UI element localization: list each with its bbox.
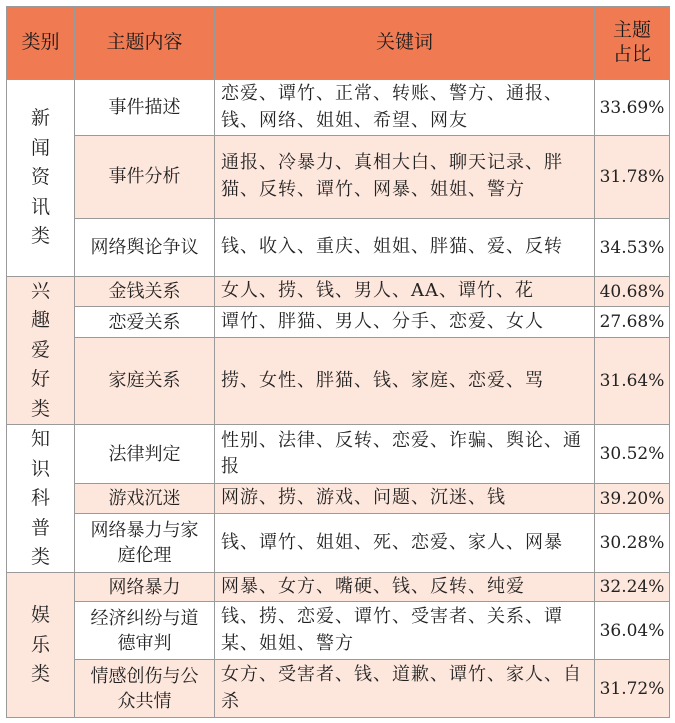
share-cell: 32.24%	[595, 573, 670, 602]
keywords-cell: 捞、女性、胖猫、钱、家庭、恋爱、骂	[215, 337, 595, 424]
topic-cell: 情感创伤与公众共情	[75, 660, 215, 718]
keywords-cell: 女人、捞、钱、男人、AA、谭竹、花	[215, 277, 595, 307]
table-row	[7, 573, 670, 602]
keywords-cell: 网游、捞、游戏、问题、沉迷、钱	[215, 484, 595, 514]
category-cell	[7, 425, 75, 573]
category-label: 新闻资讯类	[30, 107, 50, 248]
share-cell: 30.28%	[595, 514, 670, 573]
header-share-line1: 主题	[612, 19, 651, 42]
table-row	[7, 514, 670, 573]
keywords-cell: 女方、受害者、钱、道歉、谭竹、家人、自杀	[215, 660, 595, 718]
table-row	[7, 602, 670, 660]
table-row	[7, 136, 670, 219]
share-cell: 31.78%	[595, 136, 670, 219]
header-share	[595, 7, 670, 80]
table-row	[7, 484, 670, 514]
share-cell: 39.20%	[595, 484, 670, 514]
header-keywords: 关键词	[215, 7, 595, 80]
keywords-cell: 通报、冷暴力、真相大白、聊天记录、胖猫、反转、谭竹、网暴、姐姐、警方	[215, 136, 595, 219]
keywords-cell: 钱、捞、恋爱、谭竹、受害者、关系、谭某、姐姐、警方	[215, 602, 595, 660]
topic-table	[6, 6, 670, 718]
share-cell: 31.72%	[595, 660, 670, 718]
topic-cell: 经济纠纷与道德审判	[75, 602, 215, 660]
table-row	[7, 219, 670, 277]
table-row	[7, 307, 670, 337]
share-cell: 36.04%	[595, 602, 670, 660]
keywords-cell: 钱、谭竹、姐姐、死、恋爱、家人、网暴	[215, 514, 595, 573]
topic-cell: 事件分析	[75, 136, 215, 219]
table-row	[7, 660, 670, 718]
table-row	[7, 337, 670, 424]
share-cell: 34.53%	[595, 219, 670, 277]
topic-cell: 事件描述	[75, 80, 215, 136]
keywords-cell: 性别、法律、反转、恋爱、诈骗、舆论、通报	[215, 425, 595, 484]
keywords-cell: 钱、收入、重庆、姐姐、胖猫、爱、反转	[215, 219, 595, 277]
keywords-cell: 谭竹、胖猫、男人、分手、恋爱、女人	[215, 307, 595, 337]
topic-cell: 游戏沉迷	[75, 484, 215, 514]
topic-cell: 家庭关系	[75, 337, 215, 424]
share-cell: 33.69%	[595, 80, 670, 136]
category-label: 娱乐类	[30, 604, 50, 686]
topic-cell: 网络舆论争议	[75, 219, 215, 277]
table-row	[7, 277, 670, 307]
share-cell: 40.68%	[595, 277, 670, 307]
header-topic: 主题内容	[75, 7, 215, 80]
category-cell	[7, 80, 75, 277]
category-cell	[7, 277, 75, 425]
header-row	[7, 7, 670, 80]
table-row	[7, 80, 670, 136]
topic-cell: 网络暴力与家庭伦理	[75, 514, 215, 573]
share-cell: 30.52%	[595, 425, 670, 484]
category-label: 兴趣爱好类	[30, 280, 50, 420]
header-share-line2: 占比	[612, 43, 651, 65]
topic-cell: 金钱关系	[75, 277, 215, 307]
table-row	[7, 425, 670, 484]
topic-cell: 法律判定	[75, 425, 215, 484]
topic-cell: 网络暴力	[75, 573, 215, 602]
keywords-cell: 网暴、女方、嘴硬、钱、反转、纯爱	[215, 573, 595, 602]
category-cell	[7, 573, 75, 718]
keywords-cell: 恋爱、谭竹、正常、转账、警方、通报、钱、网络、姐姐、希望、网友	[215, 80, 595, 136]
share-cell: 31.64%	[595, 337, 670, 424]
topic-cell: 恋爱关系	[75, 307, 215, 337]
header-category: 类别	[7, 7, 75, 80]
share-cell: 27.68%	[595, 307, 670, 337]
category-label: 知识科普类	[30, 428, 50, 568]
